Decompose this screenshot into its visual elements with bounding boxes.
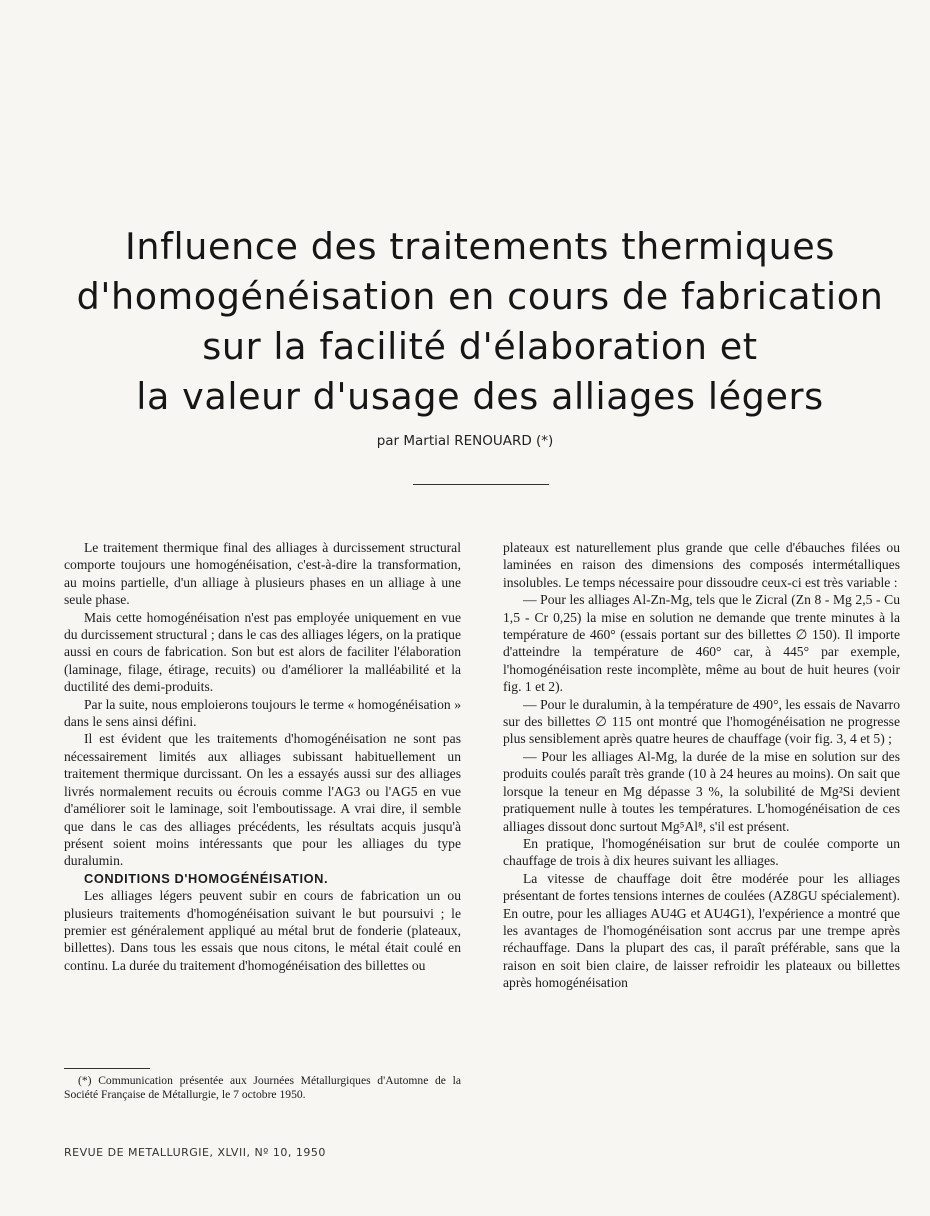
footnote: (*) Communication présentée aux Journées Métallurgiques d'Automne de la Société Française de Métallurgie, le 7 octobre 1950.	[64, 1074, 461, 1101]
paragraph: plateaux est naturellement plus grande que celle d'ébauches filées ou laminées en raison des dimensions des composés intermétalliques insolubles. Le temps nécessaire pour dissoudre ceux-ci est très variable :	[503, 540, 900, 590]
article-title	[40, 222, 920, 422]
paragraph: — Pour le duralumin, à la température de 490°, les essais de Navarro sur des billettes ∅ 115 ont montré que l'homogénéisation ne progresse plus sensiblement après quatre heures de chauffage (voir fig. 3, 4 et 5) ;	[503, 696, 900, 747]
footnote-divider	[64, 1068, 150, 1069]
paragraph: Les alliages légers peuvent subir en cours de fabrication un ou plusieurs traitements d'homogénéisation suivant le but poursuivi ; le premier est généralement appliqué au métal brut de fonderie (plateaux, billettes). Dans tous les essais que nous citons, le métal était coulé en continu. La durée du traitement d'homogénéisation des billettes ou	[64, 888, 461, 973]
paragraph: Il est évident que les traitements d'homogénéisation ne sont pas nécessairement limités aux alliages subissant habituellement un traitement thermique durcissant. On les a essayés aussi sur des alliages livrés normalement recuits ou écrouis comme l'AG3 ou l'AG5 en vue d'améliorer soit le laminage, soit l'emboutissage. A vrai dire, il semble que dans le cas des alliages précédents, les résultats acquis jusqu'à présent soient moins intéressants que pour les alliages du type duralumin.	[64, 731, 461, 869]
journal-reference: REVUE DE METALLURGIE, XLVII, Nº 10, 1950	[64, 1146, 326, 1159]
title-line: la valeur d'usage des alliages légers	[136, 375, 824, 418]
author-byline: par Martial RENOUARD (*)	[376, 433, 554, 449]
title-line: sur la facilité d'élaboration et	[202, 325, 758, 368]
paragraph: — Pour les alliages Al-Zn-Mg, tels que le Zicral (Zn 8 - Mg 2,5 - Cu 1,5 - Cr 0,25) la mise en solution ne demande que trente minutes à la température de 460° (essais portant sur des billettes ∅ 150). Il importe d'atteindre la température de 460° car, à 445° par exemple, l'homogénéisation reste incomplète, même au bout de huit heures (voir fig. 1 et 2).	[503, 592, 900, 695]
author-divider	[413, 484, 549, 485]
right-column	[503, 539, 900, 992]
paragraph: La vitesse de chauffage doit être modérée pour les alliages présentant de fortes tensions internes de coulées (AZ8GU spécialement). En outre, pour les alliages AU4G et AU4G1), l'expérience a montré que les avantages de l'homogénéisation sont accrus par une trempe après réchauffage. Dans la plupart des cas, il paraît préférable, sans que la raison en soit bien claire, de laisser refroidir les plateaux ou billettes après homogénéisation	[503, 870, 900, 991]
paragraph: Mais cette homogénéisation n'est pas employée uniquement en vue du durcissement structural ; dans le cas des alliages légers, on la pratique aussi en cours de fabrication. Son but est alors de faciliter l'élaboration (laminage, filage, étirage, recuits) ou d'améliorer la malléabilité et la ductilité des demi-produits.	[64, 609, 461, 695]
section-heading: CONDITIONS D'HOMOGÉNÉISATION.	[84, 870, 329, 886]
paragraph: Par la suite, nous emploierons toujours le terme « homogénéisation » dans le sens ainsi défini.	[64, 696, 461, 730]
paragraph: — Pour les alliages Al-Mg, la durée de la mise en solution sur des produits coulés paraît très grande (10 à 24 heures au moins). On sait que lorsque la teneur en Mg dépasse 3 %, la solubilité de Mg²Si devient pratiquement nulle à toutes les températures. L'homogénéisation de ces alliages dissout donc surtout Mg⁵Al⁸, s'il est présent.	[503, 748, 900, 834]
left-column	[64, 539, 461, 974]
paragraph: En pratique, l'homogénéisation sur brut de coulée comporte un chauffage de trois à dix heures suivant les alliages.	[503, 835, 900, 869]
title-line: d'homogénéisation en cours de fabrication	[76, 275, 884, 318]
paragraph: Le traitement thermique final des alliages à durcissement structural comporte toujours une homogénéisation, c'est-à-dire la transformation, au moins partielle, d'un alliage à plusieurs phases en un alliage à une seule phase.	[64, 540, 461, 608]
title-line: Influence des traitements thermiques	[125, 225, 835, 268]
